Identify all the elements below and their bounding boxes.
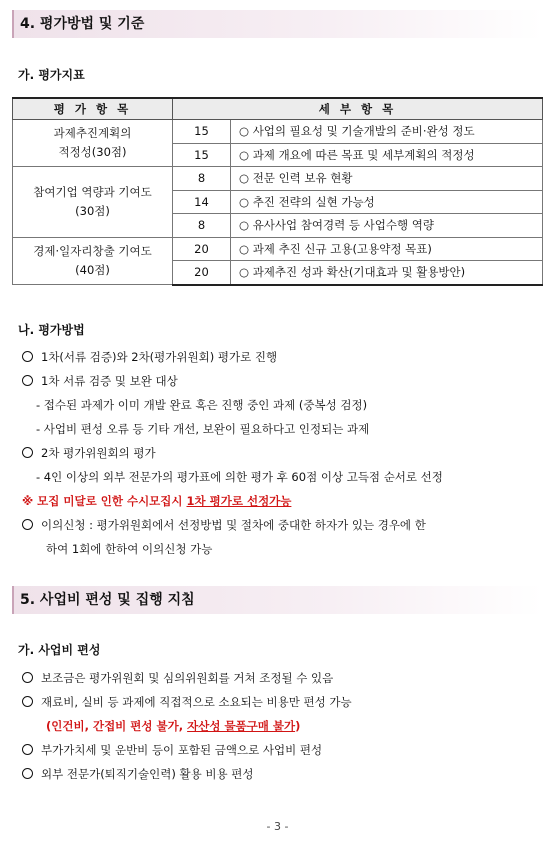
- list-item: [22, 373, 178, 389]
- list-item: - 접수된 과제가 이미 개발 완료 혹은 진행 중인 과제 (중복성 검정): [36, 398, 368, 412]
- circle-bullet-icon: [22, 447, 33, 458]
- item-cell: ○ 과제추진 성과 확산(기대효과 및 활용방안): [231, 261, 543, 285]
- notice-text: [22, 493, 291, 509]
- list-item: [22, 670, 333, 686]
- circle-bullet-icon: [22, 696, 33, 707]
- list-item: [22, 349, 277, 365]
- item-cell: ○ 과제 개요에 따른 목표 및 세부계획의 적정성: [231, 143, 543, 167]
- method-text: 2차 평가위원회의 평가: [41, 446, 156, 460]
- circle-bullet-icon: [22, 519, 33, 530]
- category-line: 경제·일자리창출 기여도: [33, 243, 152, 258]
- notice-prefix: ※ 모집 미달로 인한 수시모집시: [22, 494, 187, 508]
- circle-bullet-icon: [22, 351, 33, 362]
- page-number: - 3 -: [266, 820, 289, 833]
- budget-text: 외부 전문가(퇴직기술인력) 활용 비용 편성: [41, 767, 254, 781]
- method-text: 1차 서류 검증 및 보완 대상: [41, 374, 178, 388]
- budget-text: 부가가치세 및 운반비 등이 포함된 금액으로 사업비 편성: [41, 743, 323, 757]
- category-line: 과제추진계획의: [53, 126, 132, 140]
- item-cell: ○ 추진 전략의 실현 가능성: [231, 190, 543, 214]
- table-row: [13, 237, 543, 261]
- item-cell: ○ 과제 추진 신규 고용(고용약정 목표): [231, 237, 543, 261]
- circle-bullet-icon: [22, 375, 33, 386]
- score-cell: 20: [173, 261, 231, 285]
- category-line: (40점): [75, 262, 110, 277]
- category-line: 참여기업 역량과 기여도: [33, 184, 152, 199]
- header-detail-items: 세 부 항 목: [173, 98, 543, 120]
- list-item: [22, 517, 426, 533]
- restriction-emphasis: 자산성 물품구매 불가: [187, 719, 296, 733]
- restriction-prefix: (인건비, 간접비 편성 불가,: [46, 719, 188, 733]
- list-item: [22, 766, 253, 782]
- list-item: [22, 742, 322, 758]
- budget-text: 보조금은 평가위원회 및 심의위원회를 거쳐 조정될 수 있음: [41, 671, 334, 685]
- section-5-header: 5. 사업비 편성 및 집행 지침: [12, 586, 543, 614]
- table-row: [13, 167, 543, 191]
- item-cell: ○ 유사사업 참여경력 등 사업수행 역량: [231, 214, 543, 238]
- section-4-header: 4. 평가방법 및 기준: [12, 10, 543, 38]
- list-item-continuation: 하여 1회에 한하여 이의신청 가능: [46, 542, 213, 556]
- score-cell: 14: [173, 190, 231, 214]
- score-cell: 15: [173, 120, 231, 144]
- score-cell: 15: [173, 143, 231, 167]
- subsection-eval-index: 가. 평가지표: [18, 68, 85, 82]
- circle-bullet-icon: [22, 768, 33, 779]
- restriction-suffix: ): [295, 719, 301, 733]
- category-cell: [13, 237, 173, 285]
- circle-bullet-icon: [22, 744, 33, 755]
- list-item: - 사업비 편성 오류 등 기타 개선, 보완이 필요하다고 인정되는 과제: [36, 422, 370, 436]
- item-cell: ○ 사업의 필요성 및 기술개발의 준비·완성 정도: [231, 120, 543, 144]
- subsection-eval-method: 나. 평가방법: [18, 323, 85, 337]
- item-cell: ○ 전문 인력 보유 현황: [231, 167, 543, 191]
- category-cell: [13, 167, 173, 238]
- category-cell: [13, 120, 173, 167]
- evaluation-table: [12, 97, 543, 286]
- list-item: [22, 445, 156, 461]
- score-cell: 8: [173, 167, 231, 191]
- circle-bullet-icon: [22, 672, 33, 683]
- notice-emphasis: 1차 평가로 선정가능: [186, 494, 292, 508]
- list-item: - 4인 이상의 외부 전문가의 평가표에 의한 평가 후 60점 이상 고득점 순서로 선정: [36, 470, 443, 484]
- budget-text: 재료비, 실비 등 과제에 직접적으로 소요되는 비용만 편성 가능: [41, 695, 352, 709]
- score-cell: 8: [173, 214, 231, 238]
- subsection-budget: 가. 사업비 편성: [18, 643, 101, 657]
- score-cell: 20: [173, 237, 231, 261]
- method-text: 이의신청 : 평가위원회에서 선정방법 및 절차에 중대한 하자가 있는 경우에 한: [41, 518, 426, 532]
- header-eval-category: 평 가 항 목: [13, 98, 173, 120]
- category-line: 적정성(30점): [58, 145, 127, 159]
- category-line: (30점): [75, 203, 110, 218]
- table-row: [13, 120, 543, 144]
- method-text: 1차(서류 검증)와 2차(평가위원회) 평가로 진행: [41, 350, 278, 364]
- list-item: [22, 694, 352, 710]
- budget-restriction: [46, 718, 300, 734]
